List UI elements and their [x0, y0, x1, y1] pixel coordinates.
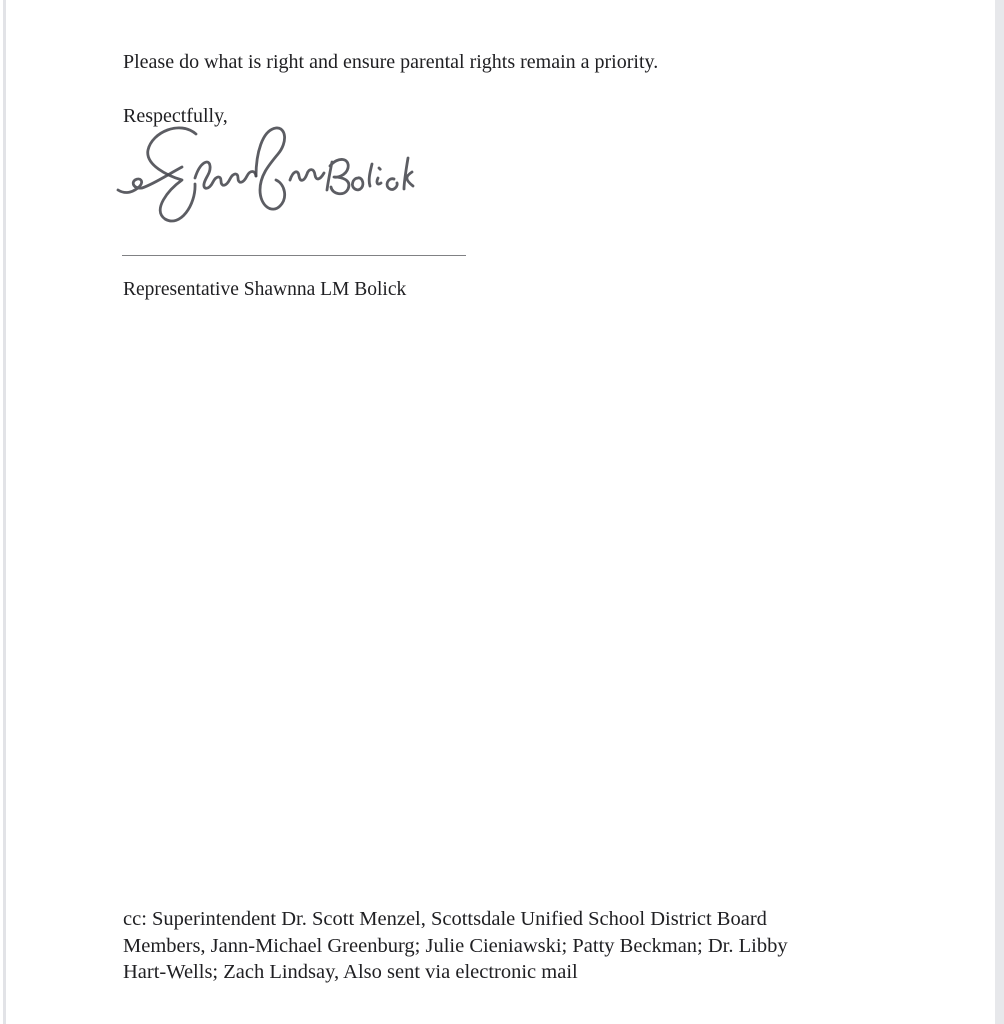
signature-stroke: [369, 164, 381, 186]
valediction: Respectfully,: [123, 105, 228, 127]
left-edge-strip: [3, 0, 6, 1024]
cc-line-2: Members, Jann-Michael Greenburg; Julie Cieniawski; Patty Beckman; Dr. Libby: [123, 934, 788, 957]
cc-line-1: cc: Superintendent Dr. Scott Menzel, Scottsdale Unified School District Board: [123, 908, 767, 930]
signature-stroke: [290, 170, 324, 181]
signature-stroke: [404, 158, 413, 189]
signature-stroke: [387, 179, 397, 190]
signature-label: Representative Shawnna LM Bolick: [123, 278, 407, 300]
signature-stroke: [352, 178, 362, 190]
signature-line: [122, 255, 466, 256]
signature-stroke: [195, 162, 256, 188]
cc-line-3: Hart-Wells; Zach Lindsay, Also sent via electronic mail: [123, 961, 578, 983]
cc-block: [123, 906, 788, 986]
closing-line: Please do what is right and ensure parental rights remain a priority.: [123, 51, 659, 73]
signature-stroke: [327, 159, 349, 193]
signature-stroke: [256, 128, 285, 209]
signature-stroke: [148, 128, 196, 221]
handwritten-signature-icon: [110, 116, 420, 240]
right-edge-strip: [995, 0, 1004, 1024]
